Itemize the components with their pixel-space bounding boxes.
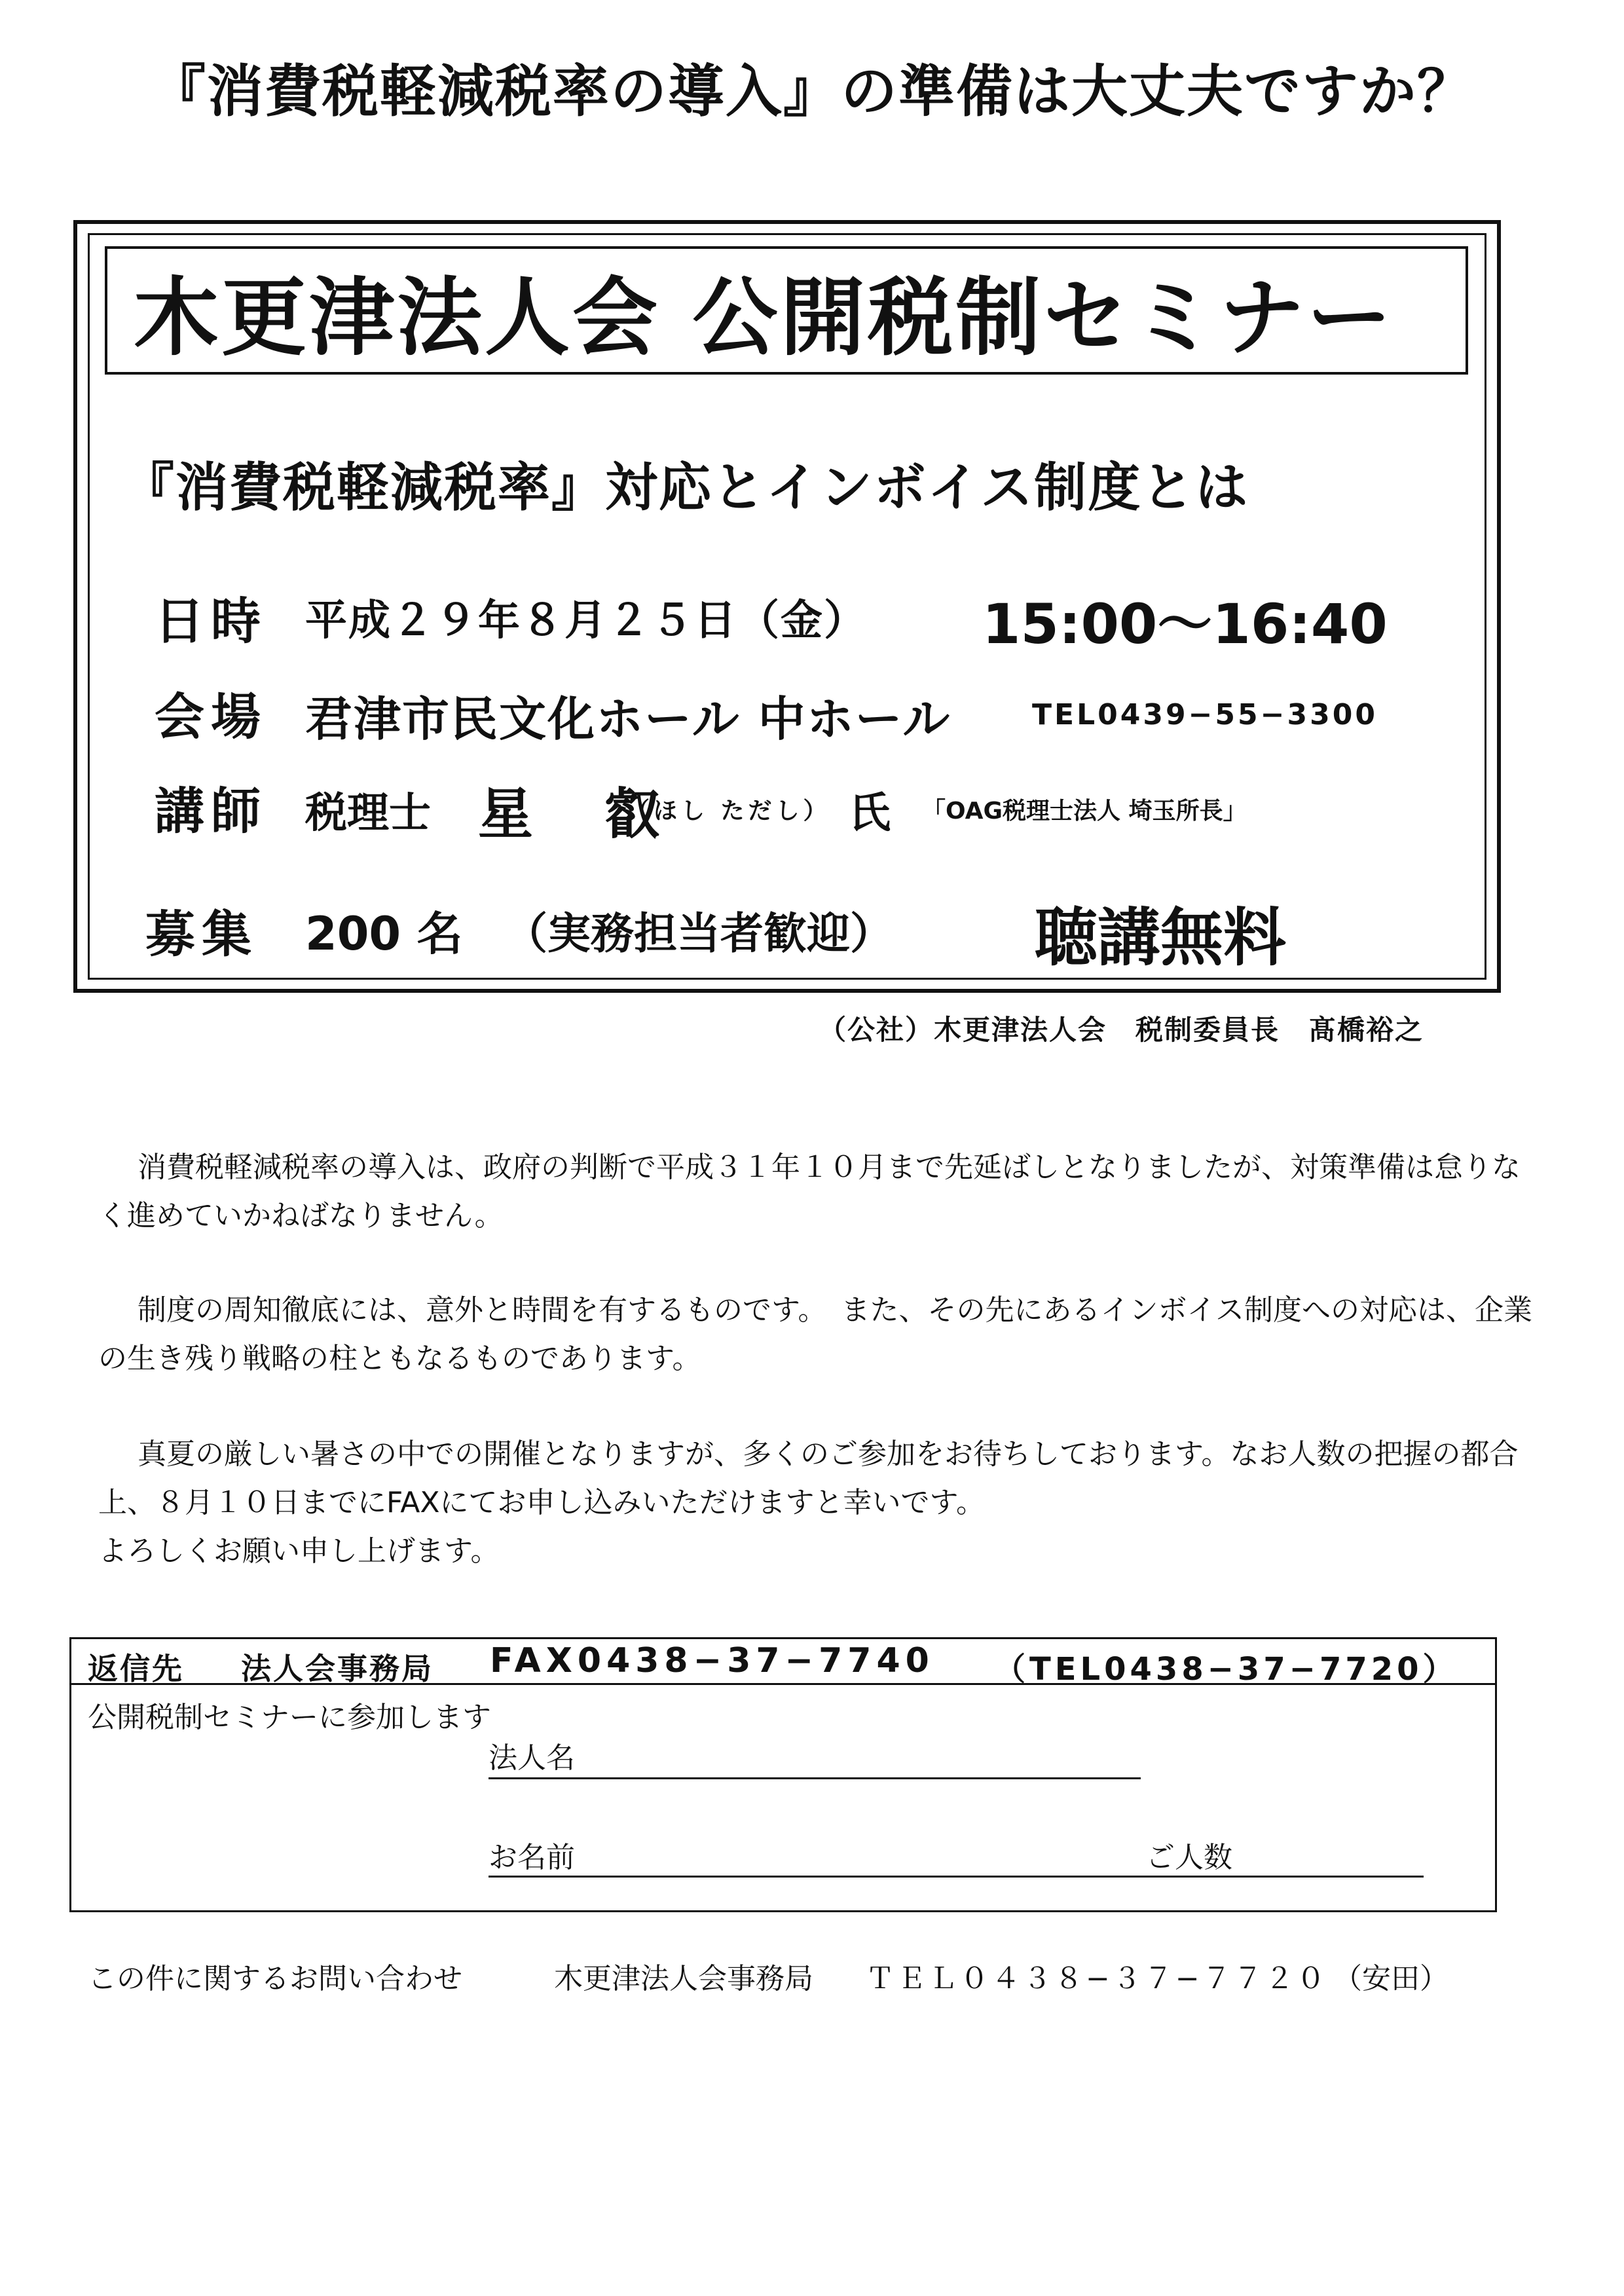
flyer-headline: 『消費税軽減税率の導入』の準備は大丈夫ですか？ [149,59,1475,124]
datetime-time: 15:00〜16:40 [982,592,1388,656]
attendee-underline [489,1876,1424,1878]
lecturer-suffix: 氏 [849,789,891,838]
reply-statement: 公開税制セミナーに参加します [88,1701,491,1734]
reply-fax: FAX0438−37−7740 [490,1641,934,1680]
venue-tel: TEL0439−55−3300 [1032,698,1378,731]
lecturer-title: 税理士 [305,789,431,838]
recruit-capacity: 200 名 [305,907,463,961]
datetime-label: 日時 [155,592,267,650]
reply-label: 返信先 [88,1651,184,1686]
body-paragraph-3: 真夏の厳しい暑さの中での開催となりますが、多くのご参加をお待ちしております。なお人数の把握の都合上、８月１０日までにFAXにてお申し込みいただけますと幸いです。 [98,1437,1519,1519]
recruit-fee: 聴講無料 [1035,901,1286,974]
recruit-note: （実務担当者歓迎） [504,908,893,959]
contact-tel: ＴＥＬ０４３８−３７−７７２０ [866,1962,1328,1995]
venue-label: 会場 [155,688,267,746]
attendee-name-label: お名前 [489,1841,575,1874]
contact-person: （安田） [1333,1962,1449,1995]
lecturer-affiliation: 「OAG税理士法人 埼玉所長」 [922,798,1247,824]
company-name-label: 法人名 [489,1741,575,1775]
lecturer-reading: （ほし ただし） [626,798,831,824]
body-paragraph-4: よろしくお願い申し上げます。 [98,1534,500,1568]
seminar-title-box [105,246,1468,375]
lecturer-name: 星 叡 [478,782,686,846]
lecturer-label: 講師 [155,782,267,840]
reply-tel: （TEL0438−37−7720） [994,1651,1458,1688]
attendee-count-label: ご人数 [1146,1841,1232,1874]
seminar-topic: 『消費税軽減税率』対応とインボイス制度とは [122,457,1249,518]
company-name-underline [489,1777,1141,1779]
contact-office: 木更津法人会事務局 [554,1962,813,1995]
venue-name: 君津市民文化ホール 中ホール [305,692,951,747]
contact-label: この件に関するお問い合わせ [88,1962,462,1995]
seminar-title: 木更津法人会 公開税制セミナー [134,267,1395,367]
body-paragraph-1: 消費税軽減税率の導入は、政府の判断で平成３１年１０月まで先延ばしとなりましたが、対策準備は怠りなく進めていかねばなりません。 [98,1151,1521,1232]
recruit-label: 募集 [145,905,258,963]
body-paragraph-2: 制度の周知徹底には、意外と時間を有するものです。 また、その先にあるインボイス制度への対応は、企業の生き残り戦略の柱ともなるものであります。 [98,1293,1533,1375]
signature: （公社）木更津法人会 税制委員長 髙橋裕之 [819,1014,1424,1046]
datetime-date: 平成２９年８月２５日（金） [305,597,867,645]
reply-office: 法人会事務局 [241,1651,434,1686]
